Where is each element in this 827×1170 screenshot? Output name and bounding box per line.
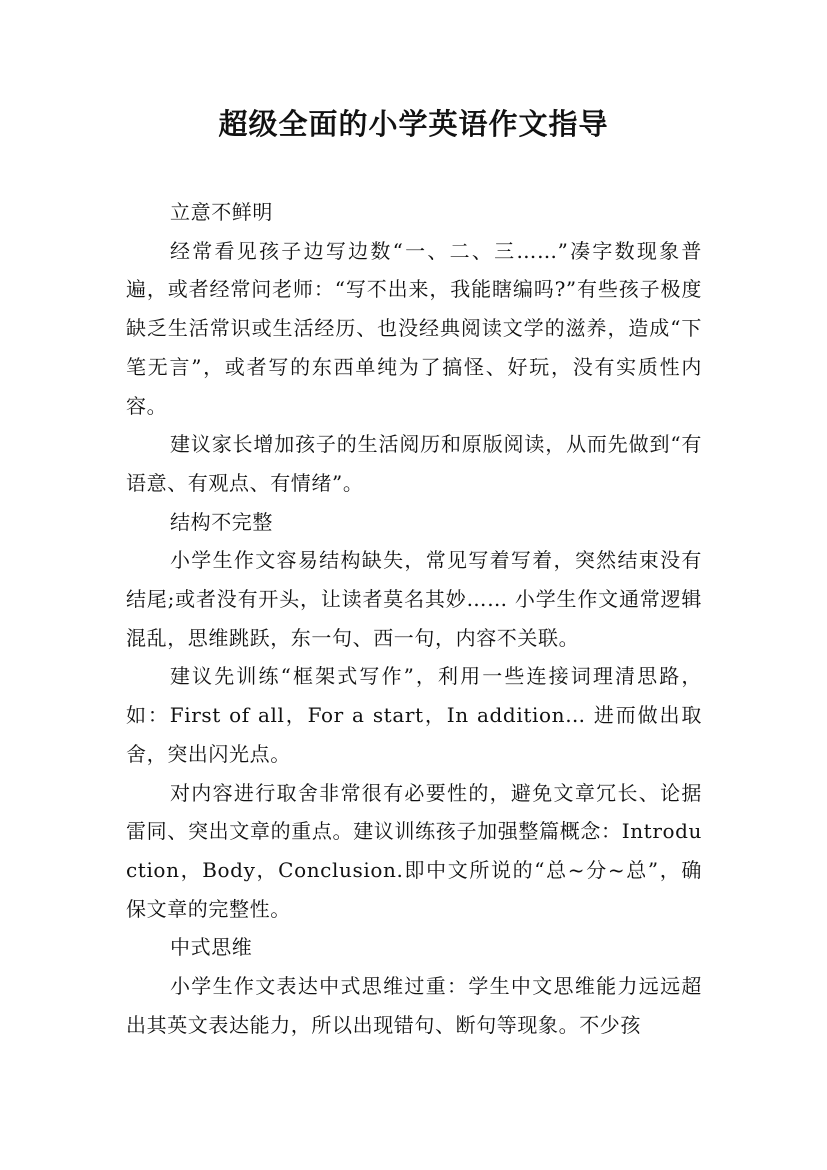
paragraph: 小学生作文表达中式思维过重：学生中文思维能力远远超出其英文表达能力，所以出现错句、断句等现象。不少孩 — [126, 974, 702, 1037]
document-body — [126, 193, 702, 1044]
section-heading: 中式思维 — [170, 935, 253, 960]
paragraph: 经常看见孩子边写边数“一、二、三……”凑字数现象普遍，或者经常问老师：“写不出来，我能瞎编吗?”有些孩子极度缺乏生活常识或生活经历、也没经典阅读文学的滋养，造成“下笔无言”，或者写的东西单纯为了搞怪、好玩，没有实质性内容。 — [126, 238, 702, 418]
section-heading: 结构不完整 — [170, 509, 273, 534]
paragraph: 建议先训练“框架式写作”，利用一些连接词理清思路，如：First of all，For a start，In addition… 进而做出取舍，突出闪光点。 — [126, 664, 702, 766]
section-heading: 立意不鲜明 — [170, 200, 273, 224]
document-title: 超级全面的小学英语作文指导 — [218, 107, 609, 141]
paragraph: 小学生作文容易结构缺失，常见写着写着，突然结束没有结尾;或者没有开头，让读者莫名其妙…… 小学生作文通常逻辑混乱，思维跳跃，东一句、西一句，内容不关联。 — [126, 548, 702, 650]
paragraph: 建议家长增加孩子的生活阅历和原版阅读，从而先做到“有语意、有观点、有情绪”。 — [126, 432, 702, 495]
paragraph: 对内容进行取舍非常很有必要性的，避免文章冗长、论据雷同、突出文章的重点。建议训练孩子加强整篇概念：Introduction，Body，Conclusion.即中文所说的“总~分~总”，确保文章的完整性。 — [126, 780, 702, 921]
